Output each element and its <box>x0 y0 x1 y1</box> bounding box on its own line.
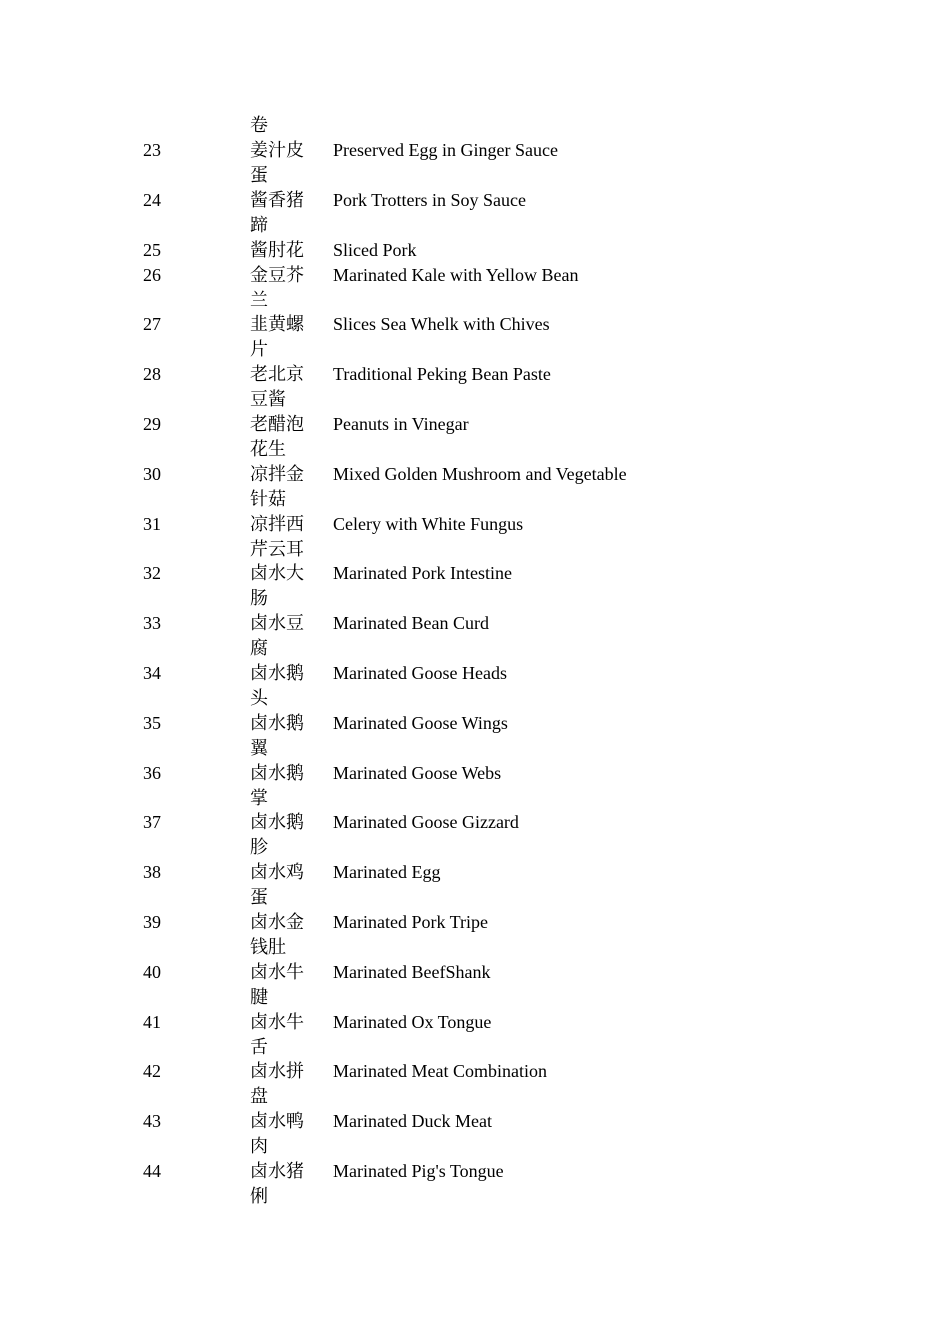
item-chinese-name: 卤水豆腐 <box>250 613 304 659</box>
item-number: 33 <box>143 613 161 634</box>
item-english-name: Marinated Meat Combination <box>333 1061 547 1082</box>
item-number: 29 <box>143 413 161 434</box>
item-number: 25 <box>143 239 161 260</box>
item-number: 37 <box>143 812 161 833</box>
table-row <box>0 561 950 611</box>
table-row <box>0 1059 950 1109</box>
item-number: 41 <box>143 1011 161 1032</box>
table-row <box>0 711 950 761</box>
item-chinese-name: 卤水金钱肚 <box>250 911 304 957</box>
item-chinese-name: 老醋泡花生 <box>250 413 304 459</box>
item-english-name: Marinated Goose Heads <box>333 662 507 683</box>
item-chinese-name: 酱香猪蹄 <box>250 189 304 235</box>
item-chinese-name: 姜汁皮蛋 <box>250 140 304 185</box>
item-chinese-name: 卤水大肠 <box>250 563 304 609</box>
item-number: 30 <box>143 463 161 484</box>
table-row <box>0 960 950 1010</box>
item-chinese-name: 卤水鸭肉 <box>250 1111 304 1157</box>
item-english-name: Celery with White Fungus <box>333 513 524 534</box>
table-row <box>0 860 950 910</box>
item-chinese-name: 卤水牛舌 <box>250 1011 304 1057</box>
item-number: 43 <box>143 1111 161 1132</box>
table-row <box>0 1109 950 1159</box>
item-number: 27 <box>143 314 161 335</box>
table-row <box>0 661 950 711</box>
item-chinese-name: 酱肘花 <box>250 239 304 260</box>
item-chinese-name: 卤水鹅胗 <box>250 812 304 858</box>
item-chinese-name: 卤水鹅翼 <box>250 712 304 758</box>
table-row <box>0 238 950 263</box>
item-chinese-name: 凉拌金针菇 <box>250 463 304 509</box>
table-row <box>0 761 950 811</box>
carryover-text: 卷 <box>250 115 268 135</box>
item-number: 36 <box>143 762 161 783</box>
item-english-name: Traditional Peking Bean Paste <box>333 364 551 385</box>
table-row <box>0 1159 950 1209</box>
item-english-name: Marinated Bean Curd <box>333 613 489 634</box>
item-number: 44 <box>143 1160 161 1181</box>
table-row <box>0 512 950 562</box>
item-english-name: Marinated Ox Tongue <box>333 1011 492 1032</box>
item-number: 35 <box>143 712 161 733</box>
item-chinese-name: 金豆芥兰 <box>250 264 304 310</box>
item-number: 24 <box>143 189 161 210</box>
table-row <box>0 1010 950 1060</box>
item-chinese-name: 凉拌西芹云耳 <box>250 513 304 559</box>
item-chinese-name: 卤水牛腱 <box>250 961 304 1007</box>
item-chinese-name: 卤水拼盘 <box>250 1061 304 1107</box>
item-english-name: Marinated Pork Tripe <box>333 911 488 932</box>
table-row <box>0 138 950 188</box>
item-number: 34 <box>143 662 161 683</box>
item-english-name: Marinated Goose Gizzard <box>333 812 519 833</box>
item-english-name: Pork Trotters in Soy Sauce <box>333 189 527 210</box>
item-english-name: Sliced Pork <box>333 239 417 260</box>
item-number: 39 <box>143 911 161 932</box>
table-row <box>0 412 950 462</box>
table-row <box>0 362 950 412</box>
item-english-name: Peanuts in Vinegar <box>333 413 469 434</box>
table-row <box>0 312 950 362</box>
table-row <box>0 462 950 512</box>
item-chinese-name: 卤水鸡蛋 <box>250 862 304 908</box>
item-number: 23 <box>143 140 161 160</box>
item-number: 42 <box>143 1061 161 1082</box>
table-row <box>0 263 950 313</box>
item-english-name: Marinated Egg <box>333 862 441 883</box>
item-english-name: Preserved Egg in Ginger Sauce <box>333 140 558 160</box>
table-row <box>0 611 950 661</box>
item-number: 38 <box>143 862 161 883</box>
item-english-name: Marinated Goose Wings <box>333 712 508 733</box>
item-english-name: Marinated Goose Webs <box>333 762 502 783</box>
item-chinese-name: 韭黄螺片 <box>250 314 304 360</box>
item-english-name: Slices Sea Whelk with Chives <box>333 314 550 335</box>
item-english-name: Marinated Duck Meat <box>333 1111 492 1132</box>
table-row <box>0 810 950 860</box>
item-number: 40 <box>143 961 161 982</box>
item-english-name: Mixed Golden Mushroom and Vegetable <box>333 463 627 484</box>
item-chinese-name: 老北京豆酱 <box>250 364 304 410</box>
menu-list <box>0 138 950 1209</box>
item-number: 32 <box>143 563 161 584</box>
item-english-name: Marinated Pork Intestine <box>333 563 512 584</box>
item-number: 31 <box>143 513 161 534</box>
item-number: 28 <box>143 364 161 385</box>
item-chinese-name: 卤水猪俐 <box>250 1160 304 1206</box>
table-row <box>0 188 950 238</box>
item-english-name: Marinated Pig's Tongue <box>333 1160 504 1181</box>
table-row <box>0 910 950 960</box>
item-chinese-name: 卤水鹅掌 <box>250 762 304 808</box>
item-english-name: Marinated BeefShank <box>333 961 491 982</box>
item-chinese-name: 卤水鹅头 <box>250 662 304 708</box>
item-english-name: Marinated Kale with Yellow Bean <box>333 264 579 285</box>
item-number: 26 <box>143 264 161 285</box>
